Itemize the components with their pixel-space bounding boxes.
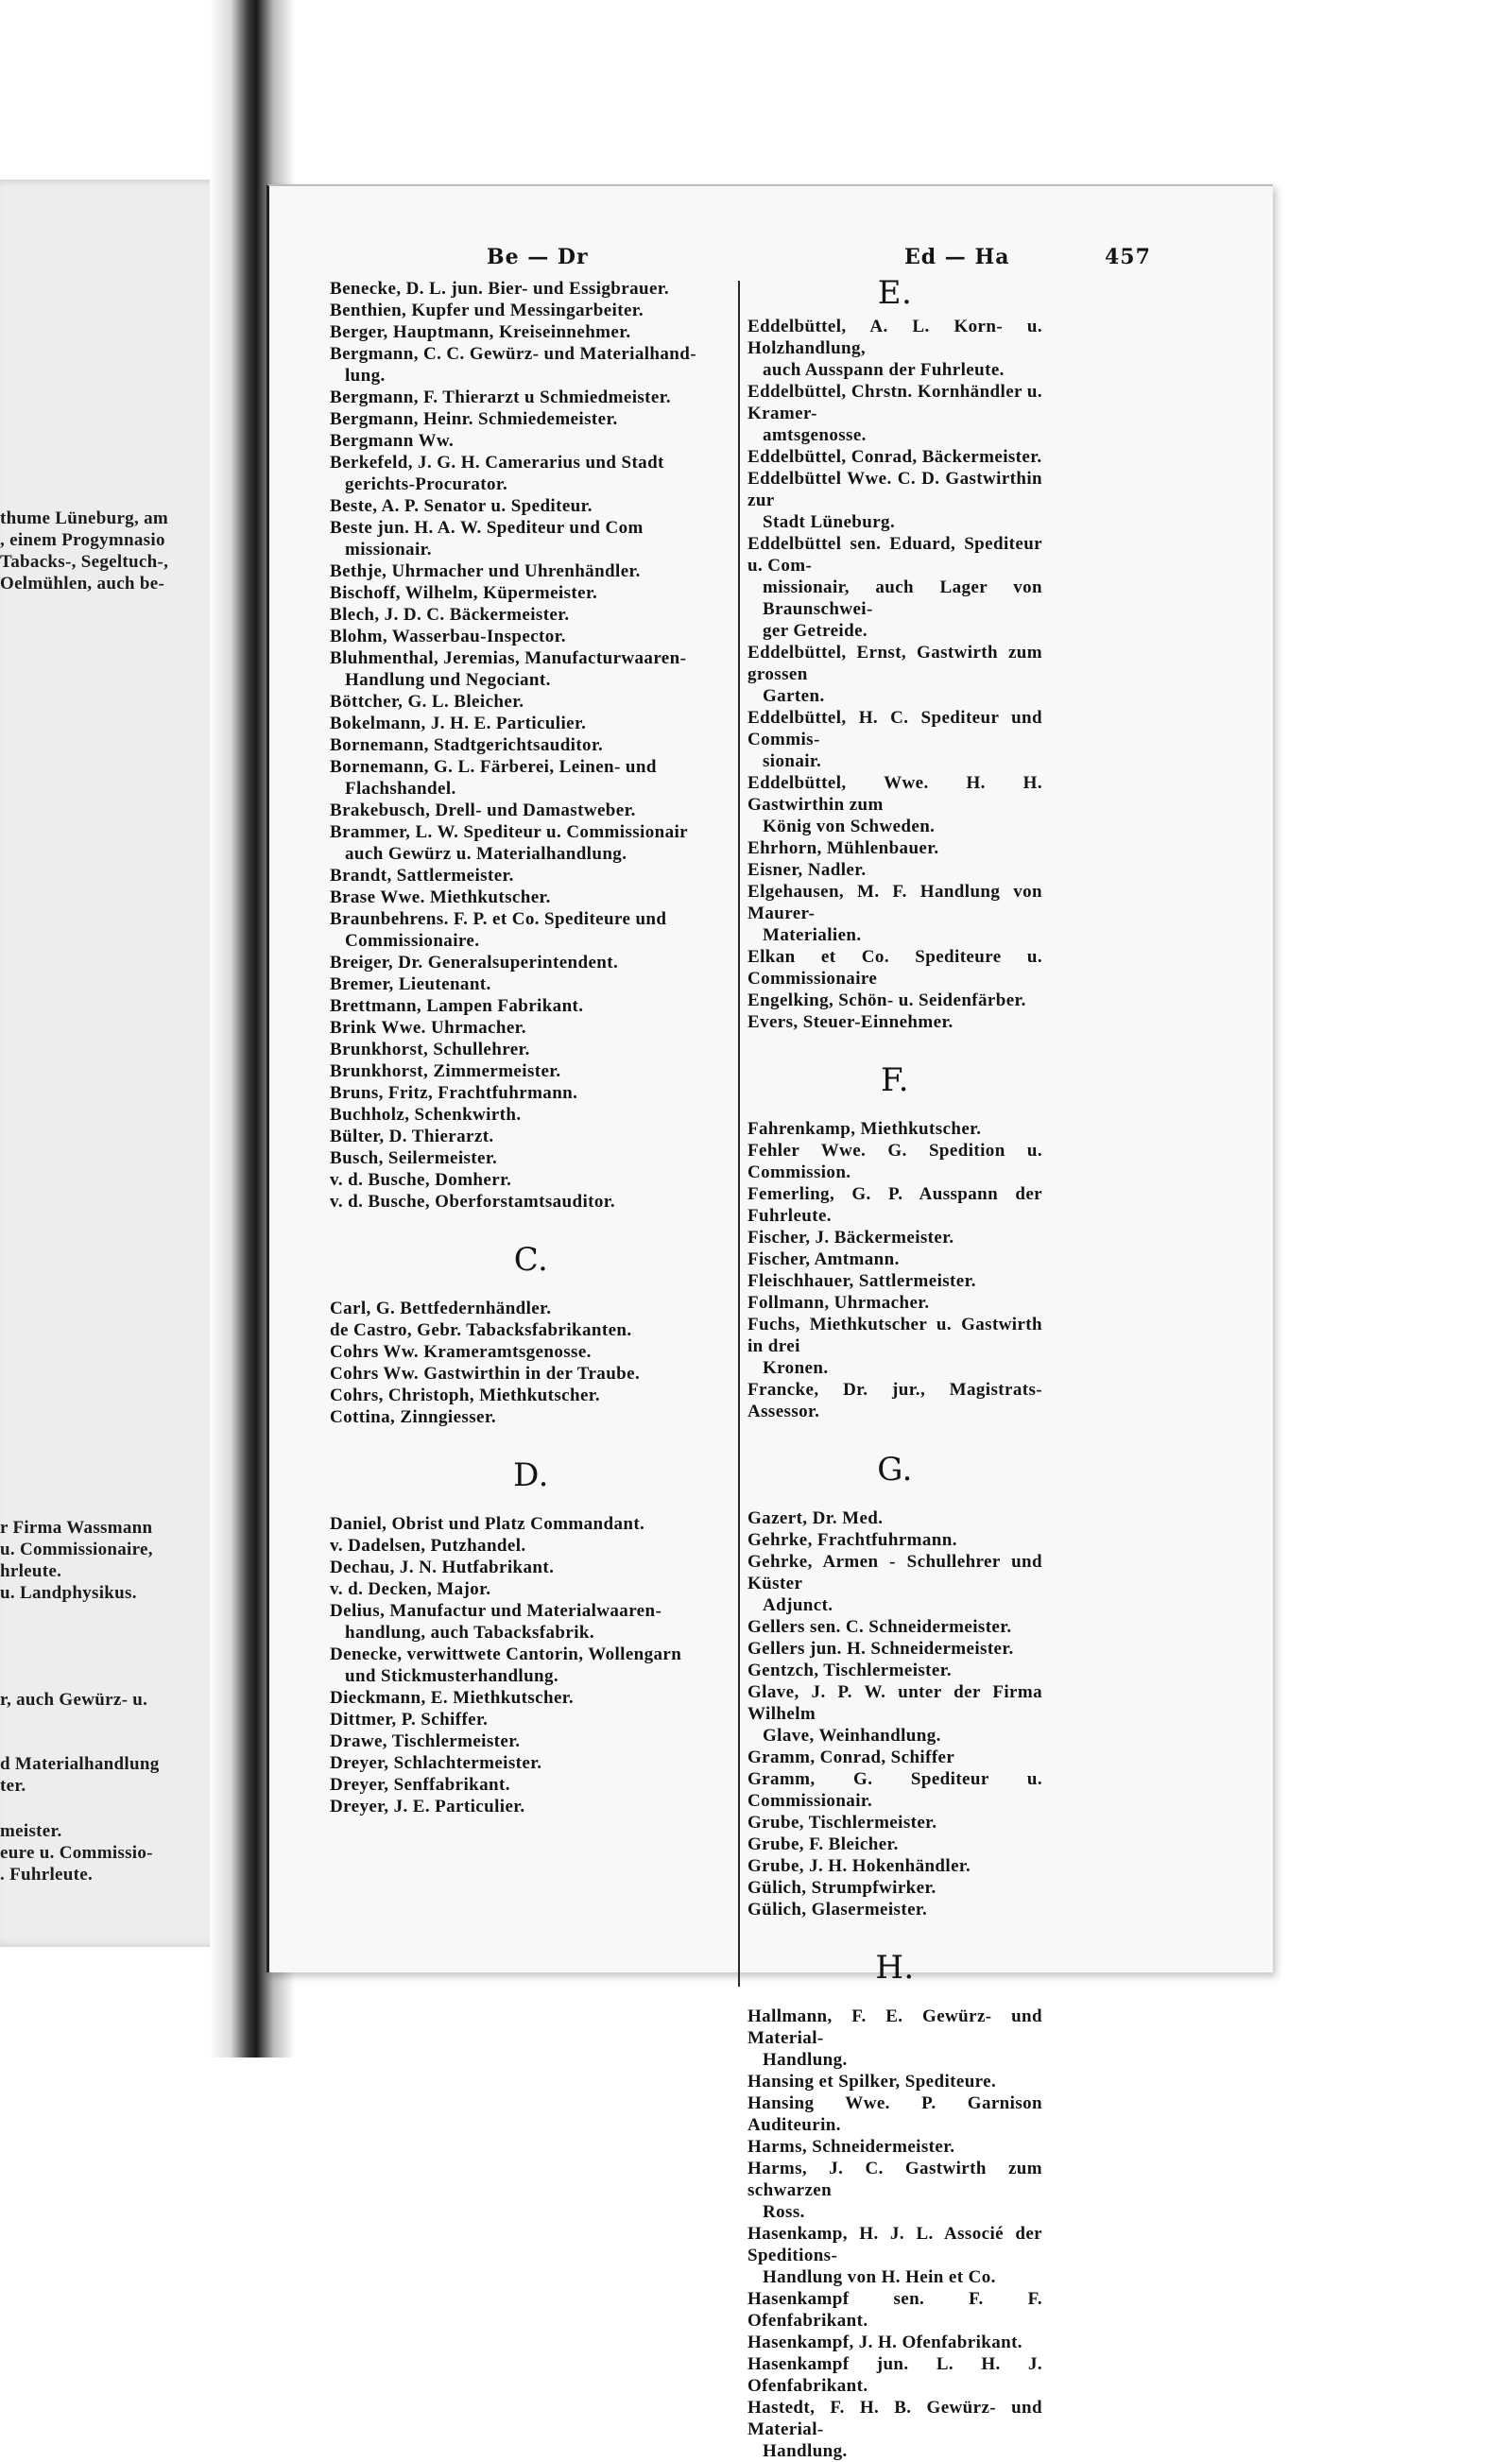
directory-entry (330, 647, 732, 691)
directory-entry (747, 1248, 1042, 1270)
directory-entry (747, 316, 1042, 381)
section-letter: C. (513, 1241, 549, 1279)
entry-text: Brandt, Sattlermeister. (330, 866, 514, 886)
section-letter: H. (875, 1949, 915, 1987)
right-column (747, 274, 1042, 2462)
directory-entry (747, 990, 1042, 1011)
entry-continuation: gerichts-Procurator. (345, 474, 508, 494)
directory-entry (747, 1899, 1042, 1920)
directory-entry (330, 1298, 732, 1319)
entry-continuation: Garten. (763, 686, 825, 706)
directory-entry (747, 1011, 1042, 1033)
directory-entry (747, 446, 1042, 468)
entry-continuation: missionair. (345, 540, 432, 560)
entry-text: Drawe, Tischlermeister. (330, 1731, 521, 1751)
entry-text: Gehrke, Armen - Schullehrer und Küster (747, 1552, 1042, 1593)
entry-text: Bornemann, Stadtgerichtsauditor. (330, 735, 604, 755)
entry-continuation: Handlung von H. Hein et Co. (763, 2267, 996, 2287)
directory-entry (330, 582, 732, 604)
entry-text: Fuchs, Miethkutscher u. Gastwirth in drei (747, 1315, 1042, 1356)
directory-entry (330, 517, 732, 560)
facing-page-line: ter. (0, 1776, 26, 1796)
entry-text: Breiger, Dr. Generalsuperintendent. (330, 953, 619, 973)
entry-continuation: Handlung und Negociant. (345, 670, 551, 690)
directory-entry (330, 1126, 732, 1147)
directory-entry (330, 278, 732, 300)
facing-page-line: , einem Progymnasio (0, 530, 165, 550)
directory-entry (330, 734, 732, 756)
entry-continuation: lung. (345, 366, 386, 386)
entry-text: Eddelbüttel sen. Eduard, Spediteur u. Com- (747, 534, 1042, 576)
directory-entry (747, 1140, 1042, 1183)
entry-text: Carl, G. Bettfedernhändler. (330, 1299, 552, 1318)
directory-entry (747, 859, 1042, 881)
entry-text: Eddelbüttel, Conrad, Bäckermeister. (747, 447, 1042, 467)
directory-entry (330, 495, 732, 517)
directory-entry (330, 713, 732, 734)
directory-entry (330, 1687, 732, 1709)
directory-entry (330, 1147, 732, 1169)
entry-text: Hasenkamp, H. J. L. Associé der Speditions- (747, 2224, 1042, 2265)
entry-continuation: handlung, auch Tabacksfabrik. (345, 1623, 594, 1643)
entry-text: Fischer, J. Bäckermeister. (747, 1228, 954, 1248)
running-head-right: Ed — Ha (904, 245, 1010, 269)
section-letter: G. (877, 1451, 913, 1489)
facing-page-line: u. Landphysikus. (0, 1583, 137, 1603)
entry-text: Eddelbüttel, Chrstn. Kornhändler u. Kramer- (747, 382, 1042, 423)
directory-entry (747, 1270, 1042, 1292)
directory-entry (747, 1529, 1042, 1551)
directory-entry (747, 1855, 1042, 1877)
directory-entry (330, 865, 732, 887)
entry-continuation: Commissionaire. (345, 931, 480, 951)
entry-text: Dieckmann, E. Miethkutscher. (330, 1688, 575, 1708)
directory-entry (330, 452, 732, 495)
entry-text: Böttcher, G. L. Bleicher. (330, 692, 524, 712)
page-number: 457 (1105, 245, 1151, 269)
directory-entry (330, 604, 732, 626)
directory-entry (330, 1709, 732, 1730)
entry-text: Denecke, verwittwete Cantorin, Wollengarn (330, 1644, 682, 1664)
directory-entry (330, 1557, 732, 1578)
entry-text: Bornemann, G. L. Färberei, Leinen- und (330, 757, 657, 777)
entry-text: Bokelmann, J. H. E. Particulier. (330, 714, 587, 733)
entry-text: Bischoff, Wilhelm, Küpermeister. (330, 583, 598, 603)
entry-text: Bluhmenthal, Jeremias, Manufacturwaaren- (330, 648, 687, 668)
directory-entry (330, 321, 732, 343)
directory-entry (747, 1227, 1042, 1248)
directory-entry (747, 1292, 1042, 1314)
entry-text: Cottina, Zinngiesser. (330, 1407, 497, 1427)
facing-page-line: thume Lüneburg, am (0, 508, 169, 528)
directory-entry (747, 1118, 1042, 1140)
directory-entry (747, 1183, 1042, 1227)
entry-text: Dreyer, Schlachtermeister. (330, 1753, 542, 1773)
directory-entry (330, 995, 732, 1017)
directory-entry (747, 2136, 1042, 2158)
directory-entry (747, 1747, 1042, 1768)
entry-text: Gellers sen. C. Schneidermeister. (747, 1617, 1012, 1637)
entry-continuation: sionair. (763, 751, 822, 771)
directory-entry (330, 1363, 732, 1385)
directory-entry (330, 1169, 732, 1191)
directory-entry (330, 1385, 732, 1406)
directory-entry (330, 300, 732, 321)
entry-text: Gülich, Strumpfwirker. (747, 1878, 936, 1898)
directory-entry (747, 1768, 1042, 1812)
entry-text: Gehrke, Frachtfuhrmann. (747, 1530, 957, 1550)
directory-entry (330, 973, 732, 995)
entry-continuation: Stadt Lüneburg. (763, 512, 896, 532)
directory-entry (330, 626, 732, 647)
section-letter: D. (513, 1456, 549, 1494)
entry-text: Francke, Dr. jur., Magistrats-Assessor. (747, 1380, 1042, 1421)
directory-entry (330, 1319, 732, 1341)
entry-text: Beste jun. H. A. W. Spediteur und Com (330, 518, 644, 538)
entry-continuation: und Stickmusterhandlung. (345, 1666, 559, 1686)
facing-page-line: d Materialhandlung (0, 1754, 160, 1774)
left-column (330, 278, 732, 1817)
entry-text: Gramm, G. Spediteur u. Commissionair. (747, 1769, 1042, 1811)
directory-entry (330, 1039, 732, 1060)
facing-page-line: r Firma Wassmann (0, 1518, 153, 1538)
entry-text: Bethje, Uhrmacher und Uhrenhändler. (330, 561, 641, 581)
entry-text: Hansing Wwe. P. Garnison Auditeurin. (747, 2093, 1042, 2135)
facing-page-line: u. Commissionaire, (0, 1540, 153, 1559)
entry-text: Brink Wwe. Uhrmacher. (330, 1018, 526, 1038)
directory-entry (330, 1104, 732, 1126)
directory-entry (747, 381, 1042, 446)
directory-entry (747, 1551, 1042, 1616)
entry-text: Fehler Wwe. G. Spedition u. Commission. (747, 1141, 1042, 1182)
entry-text: Daniel, Obrist und Platz Commandant. (330, 1514, 645, 1534)
entry-text: Femerling, G. P. Ausspann der Fuhrleute. (747, 1184, 1042, 1226)
entry-continuation: amtsgenosse. (763, 425, 867, 445)
directory-entry (747, 881, 1042, 946)
directory-entry (330, 1535, 732, 1557)
entry-text: v. d. Decken, Major. (330, 1579, 491, 1599)
facing-page-line: meister. (0, 1821, 62, 1841)
entry-continuation: Kronen. (763, 1358, 829, 1378)
directory-entry (747, 1507, 1042, 1529)
entry-text: Berger, Hauptmann, Kreiseinnehmer. (330, 322, 631, 342)
entry-text: Blohm, Wasserbau-Inspector. (330, 627, 566, 646)
entry-text: Brunkhorst, Zimmermeister. (330, 1061, 561, 1081)
entry-continuation: Materialien. (763, 925, 862, 945)
entry-text: Engelking, Schön- u. Seidenfärber. (747, 990, 1026, 1010)
entry-text: Gramm, Conrad, Schiffer (747, 1748, 955, 1767)
entry-text: Bergmann, F. Thierarzt u Schmiedmeister. (330, 387, 671, 407)
directory-entry (330, 1796, 732, 1817)
section-letter: F. (881, 1061, 909, 1099)
entry-text: Dechau, J. N. Hutfabrikant. (330, 1558, 555, 1577)
directory-entry (747, 2288, 1042, 2332)
directory-entry (330, 1578, 732, 1600)
directory-entry (747, 1638, 1042, 1660)
directory-entry (330, 1341, 732, 1363)
entry-text: Blech, J. D. C. Bäckermeister. (330, 605, 570, 625)
entry-text: v. Dadelsen, Putzhandel. (330, 1536, 526, 1556)
directory-entry (330, 560, 732, 582)
section-letter: E. (877, 274, 913, 312)
entry-text: Grube, J. H. Hokenhändler. (747, 1856, 971, 1876)
directory-entry (747, 1314, 1042, 1379)
directory-entry (330, 1406, 732, 1428)
entry-text: Cohrs Ww. Gastwirthin in der Traube. (330, 1364, 641, 1384)
entry-text: Eddelbüttel, H. C. Spediteur und Commis- (747, 708, 1042, 749)
directory-entry (330, 952, 732, 973)
entry-text: Follmann, Uhrmacher. (747, 1293, 930, 1313)
entry-text: Buchholz, Schenkwirth. (330, 1105, 522, 1125)
directory-entry (330, 887, 732, 908)
directory-entry (747, 1834, 1042, 1855)
entry-text: Brettmann, Lampen Fabrikant. (330, 996, 584, 1016)
directory-entry (747, 533, 1042, 642)
directory-entry (330, 1774, 732, 1796)
directory-entry (330, 800, 732, 821)
entry-text: Hansing et Spilker, Spediteure. (747, 2072, 997, 2092)
directory-entry (330, 1644, 732, 1687)
entry-text: Eddelbüttel, A. L. Korn- u. Holzhandlung, (747, 317, 1042, 358)
entry-text: Grube, F. Bleicher. (747, 1834, 899, 1854)
page-457 (266, 184, 1273, 2461)
directory-entry (330, 343, 732, 387)
entry-text: Elgehausen, M. F. Handlung von Maurer- (747, 882, 1042, 923)
entry-continuation: Handlung. (763, 2050, 848, 2070)
entry-text: Dittmer, P. Schiffer. (330, 1710, 489, 1730)
directory-entry (330, 821, 732, 865)
entry-text: Hallmann, F. E. Gewürz- und Material- (747, 2006, 1042, 2048)
entry-text: Hasenkampf, J. H. Ofenfabrikant. (747, 2333, 1022, 2352)
entry-text: Bergmann, C. C. Gewürz- und Materialhand- (330, 344, 696, 364)
directory-entry (747, 946, 1042, 990)
entry-text: Brakebusch, Drell- und Damastweber. (330, 801, 636, 820)
entry-text: Hasenkampf sen. F. F. Ofenfabrikant. (747, 2289, 1042, 2331)
directory-entry (747, 1812, 1042, 1834)
directory-entry (330, 1752, 732, 1774)
entry-text: Bülter, D. Thierarzt. (330, 1127, 494, 1146)
directory-entry (747, 837, 1042, 859)
entry-continuation: auch Ausspann der Fuhrleute. (763, 360, 1005, 380)
entry-text: Bruns, Fritz, Frachtfuhrmann. (330, 1083, 578, 1103)
entry-continuation: ger Getreide. (763, 621, 868, 641)
entry-continuation: König von Schweden. (763, 817, 936, 836)
entry-text: Evers, Steuer-Einnehmer. (747, 1012, 954, 1032)
facing-page-left (0, 180, 244, 1947)
entry-text: Bergmann Ww. (330, 431, 455, 451)
entry-text: Hastedt, F. H. B. Gewürz- und Material- (747, 2398, 1042, 2439)
entry-text: Gellers jun. H. Schneidermeister. (747, 1639, 1014, 1659)
entry-continuation: Ross. (763, 2202, 805, 2222)
entry-text: Glave, J. P. W. unter der Firma Wilhelm (747, 1682, 1042, 1724)
directory-entry (747, 2353, 1042, 2397)
entry-text: Eddelbüttel, Ernst, Gastwirth zum grossen (747, 643, 1042, 684)
entry-text: Bremer, Lieutenant. (330, 974, 491, 994)
entry-text: Elkan et Co. Spediteure u. Commissionaire (747, 947, 1042, 989)
entry-text: Delius, Manufactur und Materialwaaren- (330, 1601, 662, 1621)
directory-entry (330, 387, 732, 408)
entry-text: Cohrs Ww. Krameramtsgenosse. (330, 1342, 592, 1362)
entry-text: Cohrs, Christoph, Miethkutscher. (330, 1386, 601, 1405)
facing-page-line: eure u. Commissio- (0, 1843, 153, 1863)
directory-entry (747, 1379, 1042, 1422)
entry-continuation: Glave, Weinhandlung. (763, 1726, 941, 1746)
entry-text: Harms, J. C. Gastwirth zum schwarzen (747, 2159, 1042, 2200)
directory-entry (330, 756, 732, 800)
directory-entry (330, 691, 732, 713)
running-head-left: Be — Dr (487, 245, 589, 269)
directory-entry (330, 1513, 732, 1535)
entry-text: Fahrenkamp, Miethkutscher. (747, 1119, 982, 1139)
directory-entry (747, 772, 1042, 837)
entry-text: Fischer, Amtmann. (747, 1249, 900, 1269)
directory-entry (747, 1616, 1042, 1638)
directory-entry (330, 1060, 732, 1082)
entry-text: Brase Wwe. Miethkutscher. (330, 887, 551, 907)
entry-text: Gülich, Glasermeister. (747, 1900, 928, 1920)
entry-text: Benthien, Kupfer und Messingarbeiter. (330, 301, 644, 320)
directory-entry (747, 1681, 1042, 1747)
entry-text: Eddelbüttel, Wwe. H. H. Gastwirthin zum (747, 773, 1042, 815)
entry-text: Brammer, L. W. Spediteur u. Commissionair (330, 822, 689, 842)
facing-page-line: . Fuhrleute. (0, 1865, 94, 1885)
entry-text: Busch, Seilermeister. (330, 1148, 498, 1168)
entry-text: Dreyer, Senffabrikant. (330, 1775, 510, 1795)
entry-continuation: Handlung. (763, 2441, 848, 2461)
entry-text: Eddelbüttel Wwe. C. D. Gastwirthin zur (747, 469, 1042, 510)
directory-entry (330, 430, 732, 452)
entry-text: v. d. Busche, Oberforstamtsauditor. (330, 1192, 616, 1212)
entry-text: Braunbehrens. F. P. et Co. Spediteure und (330, 909, 667, 929)
entry-text: Ehrhorn, Mühlenbauer. (747, 838, 939, 858)
directory-entry (747, 2158, 1042, 2223)
directory-entry (330, 1730, 732, 1752)
entry-continuation: missionair, auch Lager von Braunschwei- (763, 577, 1042, 619)
entry-continuation: Adjunct. (763, 1595, 833, 1615)
entry-continuation: Flachshandel. (345, 779, 456, 799)
entry-continuation: auch Gewürz u. Materialhandlung. (345, 844, 627, 864)
entry-text: Eisner, Nadler. (747, 860, 867, 880)
entry-text: Bergmann, Heinr. Schmiedemeister. (330, 409, 618, 429)
directory-entry (747, 2397, 1042, 2462)
facing-page-line: Oelmühlen, auch be- (0, 574, 165, 594)
entry-text: Gazert, Dr. Med. (747, 1508, 884, 1528)
entry-text: Brunkhorst, Schullehrer. (330, 1040, 530, 1059)
directory-entry (330, 908, 732, 952)
entry-text: Grube, Tischlermeister. (747, 1813, 937, 1833)
directory-entry (330, 1600, 732, 1644)
directory-entry (330, 408, 732, 430)
directory-entry (747, 468, 1042, 533)
directory-entry (747, 1660, 1042, 1681)
entry-text: Gentzch, Tischlermeister. (747, 1661, 952, 1680)
directory-entry (747, 2071, 1042, 2092)
facing-page-line: r, auch Gewürz- u. (0, 1690, 148, 1710)
entry-text: Benecke, D. L. jun. Bier- und Essigbrauer. (330, 279, 670, 299)
directory-entry (747, 2092, 1042, 2136)
entry-text: Berkefeld, J. G. H. Camerarius und Stadt (330, 453, 664, 473)
directory-entry (747, 642, 1042, 707)
facing-page-line: hrleute. (0, 1561, 62, 1581)
directory-entry (330, 1082, 732, 1104)
entry-text: Beste, A. P. Senator u. Spediteur. (330, 496, 593, 516)
entry-text: Hasenkampf jun. L. H. J. Ofenfabrikant. (747, 2354, 1042, 2396)
column-rule (738, 281, 740, 1987)
directory-entry (330, 1191, 732, 1213)
directory-entry (747, 1877, 1042, 1899)
entry-text: v. d. Busche, Domherr. (330, 1170, 512, 1190)
directory-entry (747, 707, 1042, 772)
entry-text: Dreyer, J. E. Particulier. (330, 1797, 525, 1816)
entry-text: Harms, Schneidermeister. (747, 2137, 955, 2157)
directory-entry (330, 1017, 732, 1039)
entry-text: Fleischhauer, Sattlermeister. (747, 1271, 976, 1291)
facing-page-line: Tabacks-, Segeltuch-, (0, 552, 169, 572)
directory-entry (747, 2223, 1042, 2288)
entry-text: de Castro, Gebr. Tabacksfabrikanten. (330, 1320, 632, 1340)
directory-entry (747, 2332, 1042, 2353)
directory-entry (747, 2006, 1042, 2071)
